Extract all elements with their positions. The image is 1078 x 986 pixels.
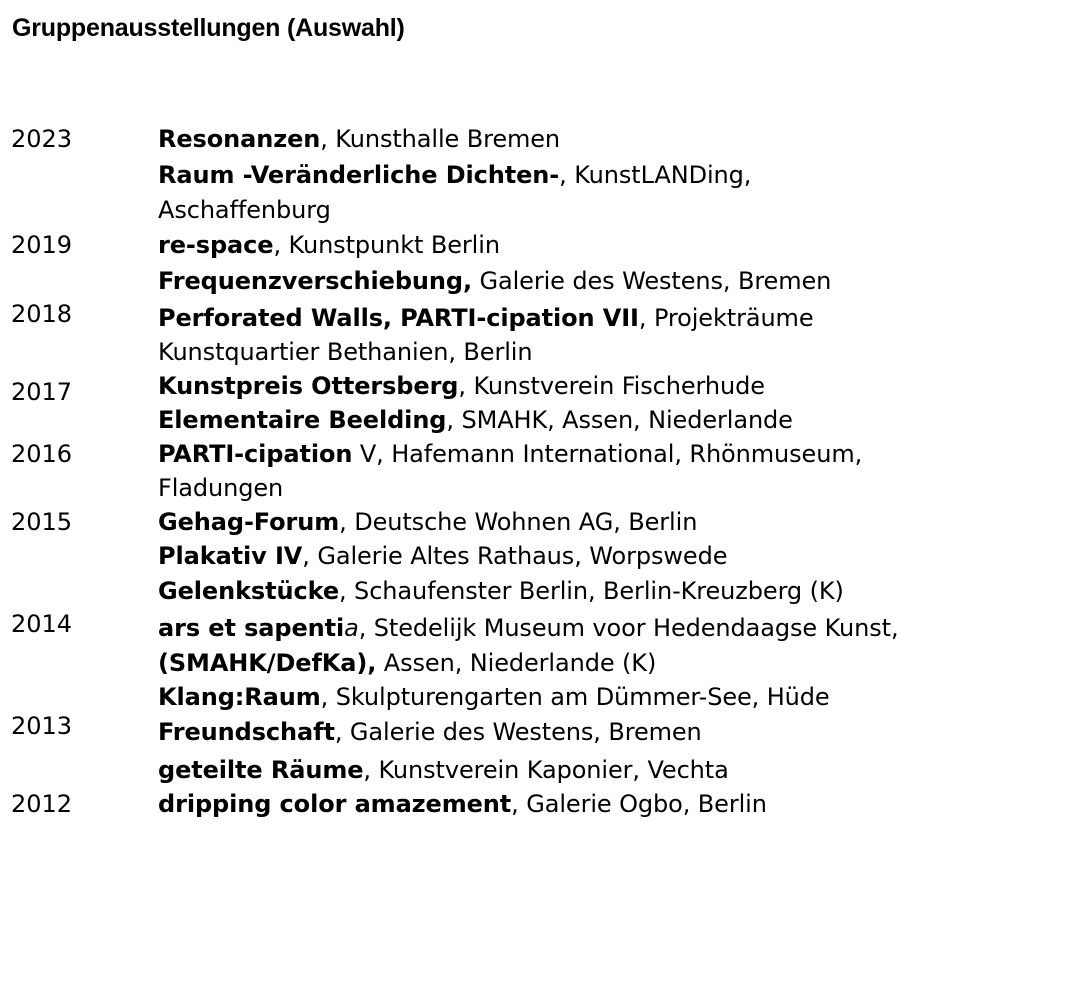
exhibition-line (158, 715, 702, 749)
year-2013: 2013 (11, 712, 73, 740)
exhibition-venue: Aschaffenburg (158, 196, 331, 224)
exhibition-title: Resonanzen (158, 125, 321, 153)
exhibition-title: (SMAHK/DefKa), (158, 649, 377, 677)
exhibition-line (158, 264, 831, 298)
exhibition-title: Frequenzverschiebung, (158, 267, 472, 295)
exhibition-venue: , Galerie Ogbo, Berlin (511, 790, 767, 818)
exhibition-line (158, 787, 767, 821)
exhibition-title: Freundschaft (158, 718, 335, 746)
exhibition-title: Klang:Raum (158, 683, 321, 711)
exhibition-line (158, 437, 862, 471)
exhibition-title: PARTI-cipation (158, 440, 353, 468)
exhibition-venue: , Kunstpunkt Berlin (273, 231, 500, 259)
exhibition-title: Plakativ IV (158, 542, 303, 570)
exhibition-line (158, 646, 656, 680)
exhibition-title: ars et sapenti (158, 614, 345, 642)
exhibition-venue: V, Hafemann International, Rhönmuseum, (352, 440, 863, 468)
exhibition-line (158, 753, 729, 787)
exhibition-title: Gelenkstücke (158, 577, 339, 605)
exhibition-venue: Galerie des Westens, Bremen (471, 267, 832, 295)
exhibition-venue: , Kunstverein Kaponier, Vechta (363, 756, 729, 784)
year-2018: 2018 (11, 300, 73, 328)
exhibition-venue: , Schaufenster Berlin, Berlin-Kreuzberg (K) (339, 577, 844, 605)
exhibition-venue: , Deutsche Wohnen AG, Berlin (339, 508, 698, 536)
exhibition-line (158, 335, 532, 369)
exhibition-title: dripping color amazement (158, 790, 512, 818)
exhibition-line (158, 574, 844, 608)
exhibition-venue: Fladungen (158, 474, 284, 502)
year-2014: 2014 (11, 610, 73, 638)
exhibition-title: geteilte Räume (158, 756, 364, 784)
exhibition-line (158, 505, 697, 539)
exhibition-venue: , Stedelijk Museum voor Hedendaagse Kunst, (358, 614, 899, 642)
page-title: Gruppenausstellungen (Auswahl) (12, 14, 405, 42)
exhibition-line (158, 611, 899, 645)
exhibition-line (158, 122, 560, 156)
exhibition-venue: , Galerie des Westens, Bremen (334, 718, 702, 746)
exhibition-line (158, 539, 727, 573)
exhibition-title: Kunstpreis Ottersberg (158, 372, 459, 400)
exhibition-venue: , SMAHK, Assen, Niederlande (446, 406, 793, 434)
exhibition-line (158, 158, 751, 192)
year-2017: 2017 (11, 378, 73, 406)
year-2015: 2015 (11, 508, 73, 536)
year-2019: 2019 (11, 231, 73, 259)
exhibition-line (158, 403, 793, 437)
exhibition-venue: , KunstLANDing, (559, 161, 752, 189)
exhibition-title-italic: a (344, 614, 359, 642)
exhibition-venue: , Galerie Altes Rathaus, Worpswede (302, 542, 728, 570)
exhibition-line (158, 471, 283, 505)
exhibition-title: Gehag-Forum (158, 508, 340, 536)
exhibition-title: Elementaire Beelding (158, 406, 447, 434)
exhibition-venue: , Kunsthalle Bremen (320, 125, 561, 153)
year-2012: 2012 (11, 790, 73, 818)
exhibition-venue: , Kunstverein Fischerhude (458, 372, 765, 400)
exhibition-line (158, 369, 765, 403)
exhibition-title: Perforated Walls, PARTI-cipation VII (158, 304, 639, 332)
exhibition-line (158, 680, 830, 714)
exhibition-line (158, 228, 500, 262)
exhibition-line (158, 193, 331, 227)
year-2016: 2016 (11, 440, 73, 468)
exhibition-venue: Assen, Niederlande (K) (376, 649, 657, 677)
exhibition-venue: Kunstquartier Bethanien, Berlin (158, 338, 533, 366)
exhibition-line (158, 301, 814, 335)
exhibition-title: Raum -Veränderliche Dichten- (158, 161, 560, 189)
exhibition-title: re-space (158, 231, 274, 259)
exhibition-venue: , Projekträume (638, 304, 814, 332)
year-2023: 2023 (11, 125, 73, 153)
exhibition-venue: , Skulpturengarten am Dümmer-See, Hüde (320, 683, 830, 711)
